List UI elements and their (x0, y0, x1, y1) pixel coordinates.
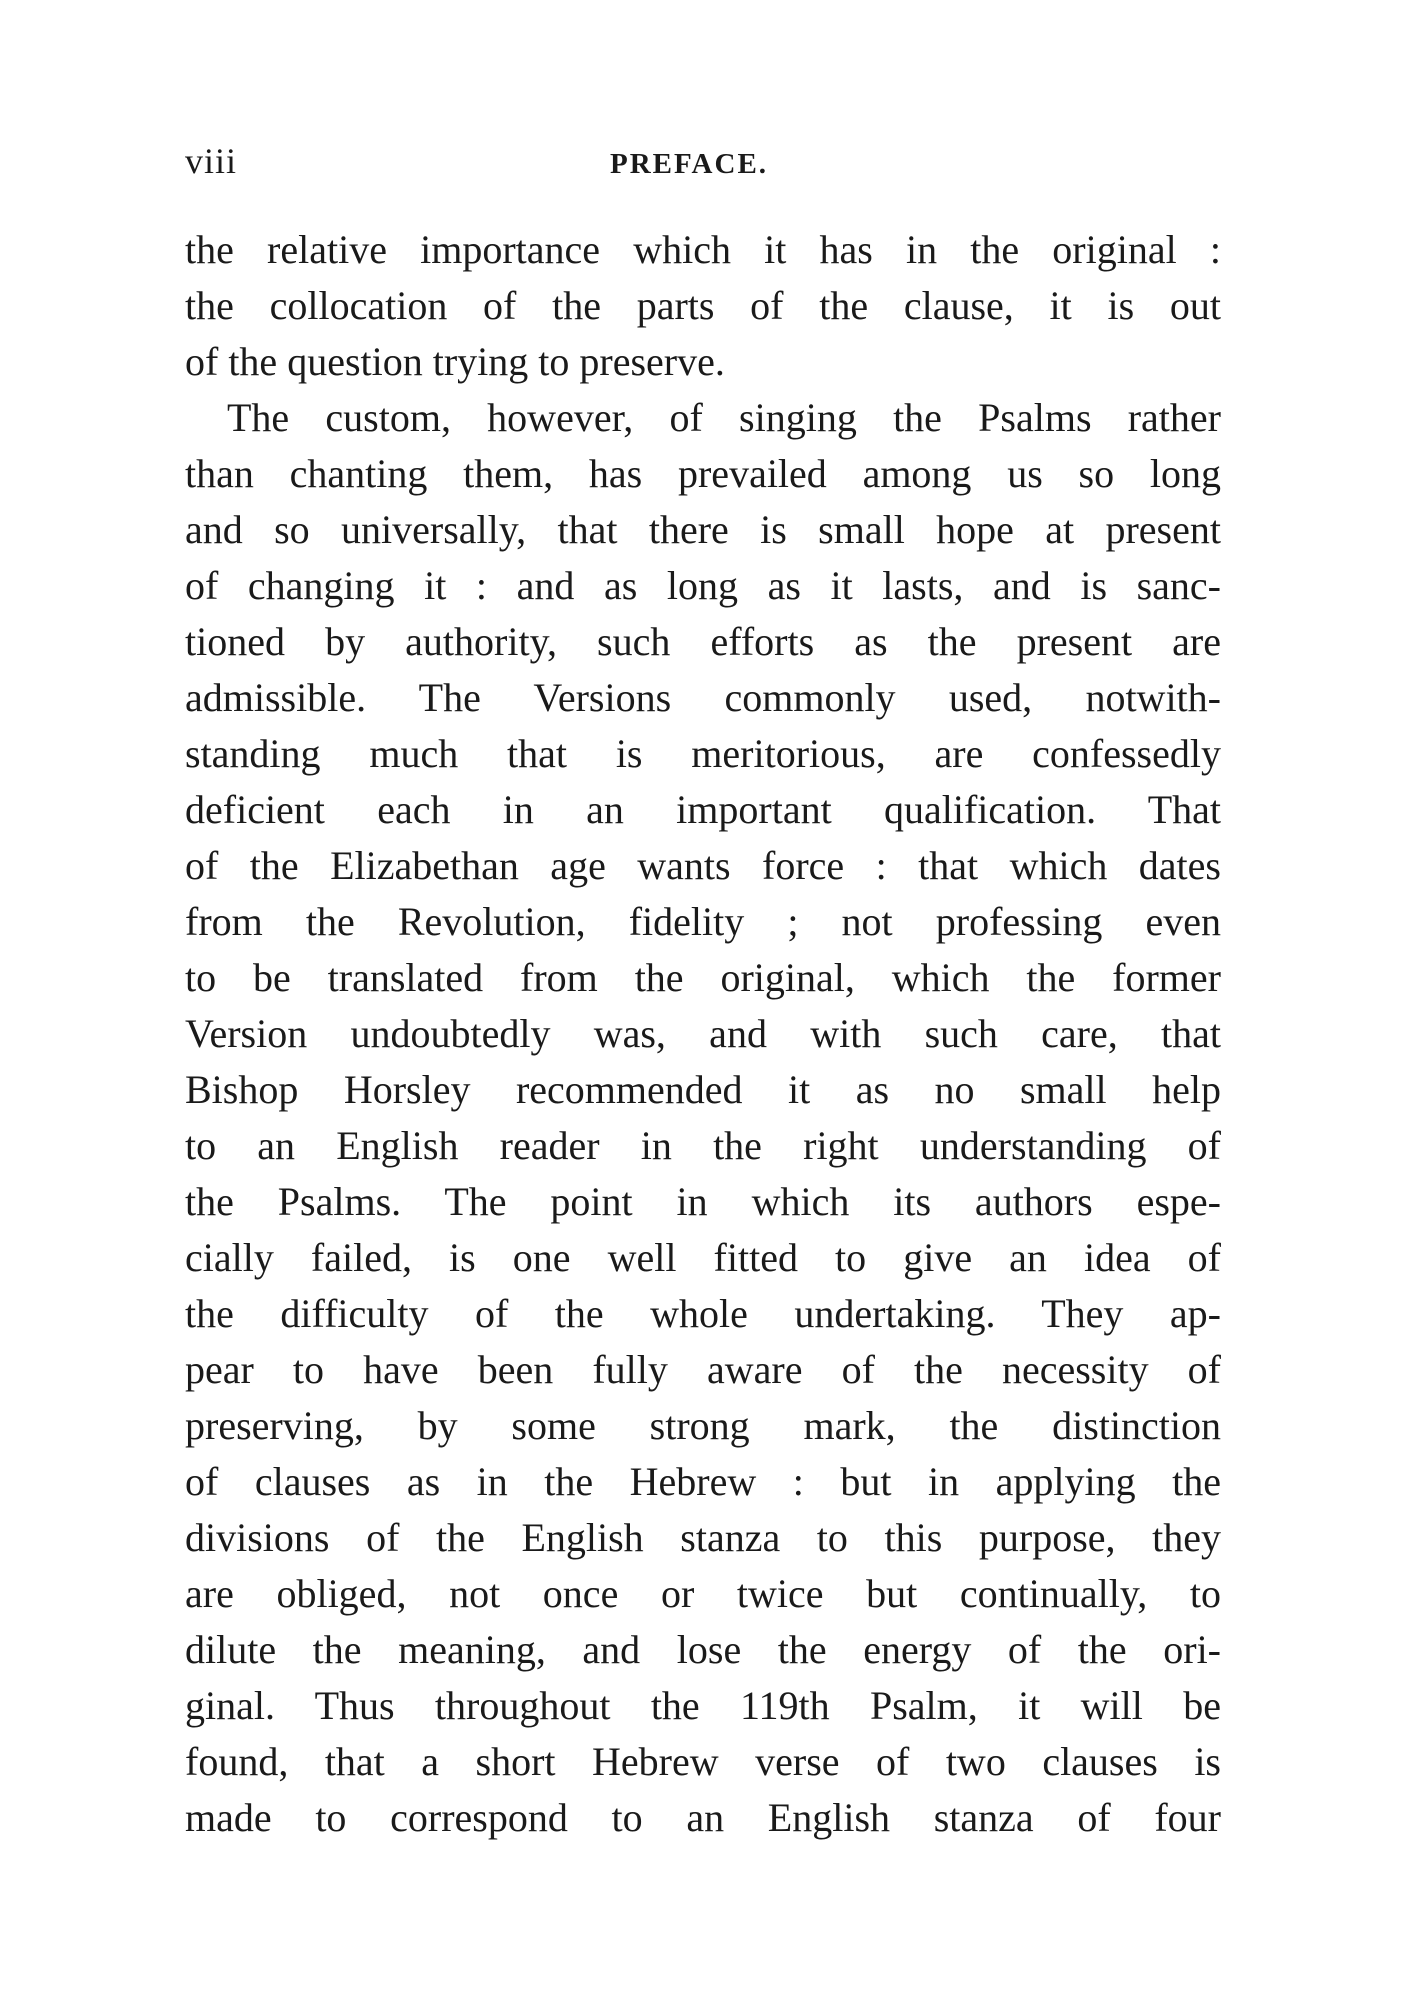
text-line: the collocation of the parts of the clause, it is out (185, 283, 1221, 328)
text-line: of changing it : and as long as it lasts, and is sanc- (185, 563, 1221, 608)
text-line: than chanting them, has prevailed among us so long (185, 451, 1221, 496)
text-line: standing much that is meritorious, are confessedly (185, 731, 1221, 776)
text-line: of the question trying to preserve. (185, 339, 725, 384)
text-line: from the Revolution, fidelity ; not professing even (185, 899, 1221, 944)
text-line: Version undoubtedly was, and with such care, that (185, 1011, 1221, 1056)
text-line: tioned by authority, such efforts as the present are (185, 619, 1221, 664)
page-header (185, 140, 1221, 190)
text-line: of clauses as in the Hebrew : but in applying the (185, 1459, 1221, 1504)
text-line: cially failed, is one well fitted to give an idea of (185, 1235, 1221, 1280)
text-line: to an English reader in the right understanding of (185, 1123, 1221, 1168)
text-line: the Psalms. The point in which its authors espe- (185, 1179, 1221, 1224)
running-head: PREFACE. (610, 148, 769, 180)
text-line: pear to have been fully aware of the necessity of (185, 1347, 1221, 1392)
body-text (185, 222, 1221, 1846)
text-line: preserving, by some strong mark, the distinction (185, 1403, 1221, 1448)
text-line: to be translated from the original, which the former (185, 955, 1221, 1000)
text-line: Bishop Horsley recommended it as no small help (185, 1067, 1221, 1112)
text-line: The custom, however, of singing the Psalms rather (227, 395, 1221, 440)
text-line: are obliged, not once or twice but continually, to (185, 1571, 1221, 1616)
text-line: of the Elizabethan age wants force : that which dates (185, 843, 1221, 888)
text-line: admissible. The Versions commonly used, notwith- (185, 675, 1221, 720)
text-line: dilute the meaning, and lose the energy of the ori- (185, 1627, 1221, 1672)
text-line: divisions of the English stanza to this purpose, they (185, 1515, 1221, 1560)
text-line: ginal. Thus throughout the 119th Psalm, it will be (185, 1683, 1221, 1728)
text-line: and so universally, that there is small hope at present (185, 507, 1221, 552)
text-line: deficient each in an important qualification. That (185, 787, 1221, 832)
text-line: the relative importance which it has in the original : (185, 227, 1221, 272)
page-number: viii (185, 141, 238, 181)
text-line: the difficulty of the whole undertaking. They ap- (185, 1291, 1221, 1336)
text-line: made to correspond to an English stanza of four (185, 1795, 1221, 1840)
text-line: found, that a short Hebrew verse of two clauses is (185, 1739, 1221, 1784)
